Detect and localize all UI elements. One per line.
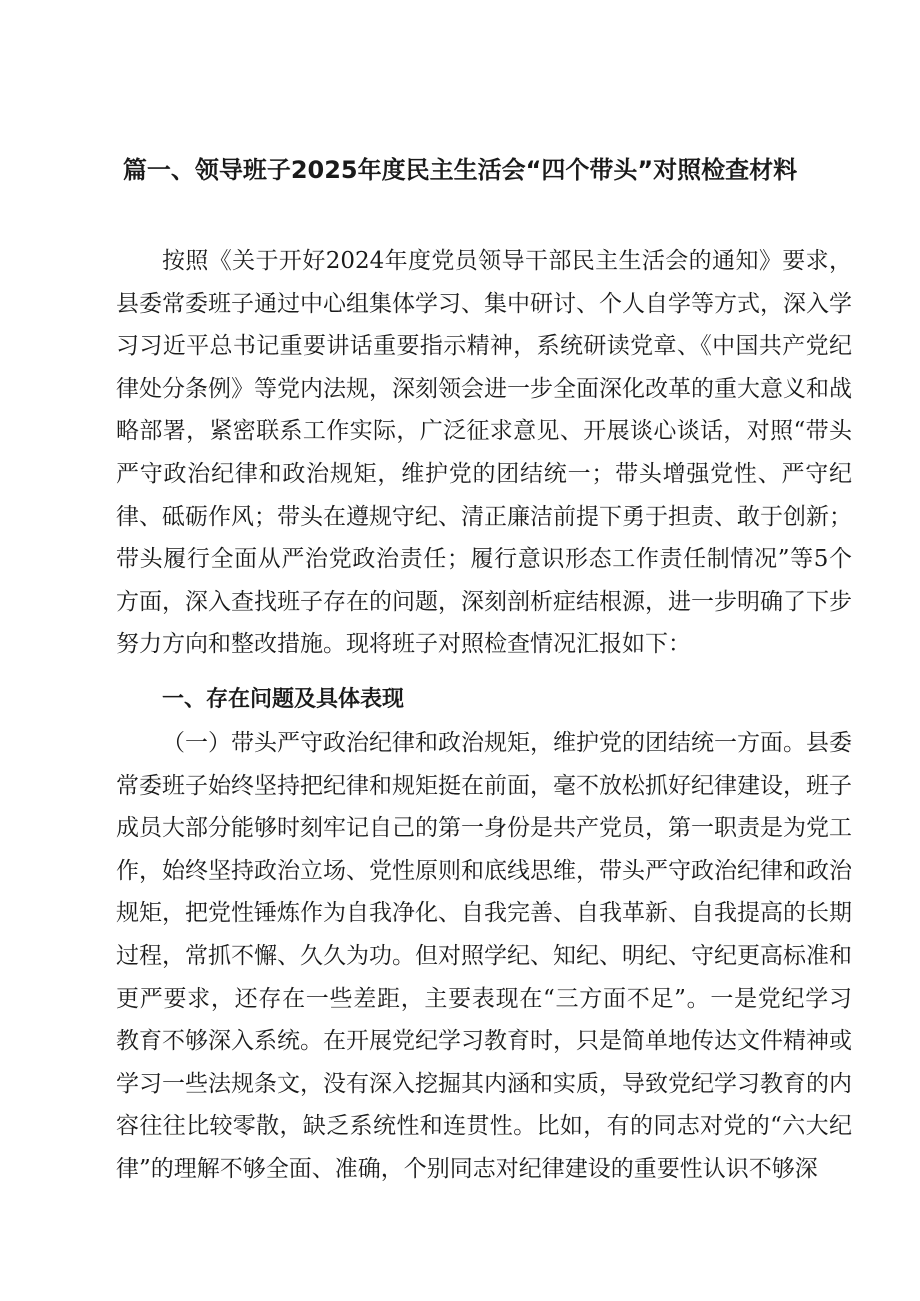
section-heading: 一、存在问题及具体表现 <box>162 687 405 712</box>
intro-paragraph: 按照《关于开好2024年度党员领导干部民主生活会的通知》要求，县委常委班子通过中心组集体学习、集中研讨、个人自学等方式，深入学习习近平总书记重要讲话重要指示精神，系统研读党章、《中国共产党纪律处分条例》等党内法规，深刻领会进一步全面深化改革的重大意义和战略部署，紧密联系工作实际，广泛征求意见、开展谈心谈话，对照“带头严守政治纪律和政治规矩，维护党的团结统一；带头增强党性、严守纪律、砥砺作风；带头在遵规守纪、清正廉洁前提下勇于担责、敢于创新；带头履行全面从严治党政治责任；履行意识形态工作责任制情况”等5个方面，深入查找班子存在的问题，深刻剖析症结根源，进一步明确了下步努力方向和整改措施。现将班子对照检查情况汇报如下： <box>116 248 852 658</box>
document-title: 篇一、领导班子2025年度民主生活会“四个带头”对照检查材料 <box>122 156 798 184</box>
section-paragraph: （一）带头严守政治纪律和政治规矩，维护党的团结统一方面。县委常委班子始终坚持把纪律和规矩挺在前面，毫不放松抓好纪律建设，班子成员大部分能够时刻牢记自己的第一身份是共产党员，第一职责是为党工作，始终坚持政治立场、党性原则和底线思维，带头严守政治纪律和政治规矩，把党性锤炼作为自我净化、自我完善、自我革新、自我提高的长期过程，常抓不懈、久久为功。但对照学纪、知纪、明纪、守纪更高标准和更严要求，还存在一些差距，主要表现在“三方面不足”。一是党纪学习教育不够深入系统。在开展党纪学习教育时，只是简单地传达文件精神或学习一些法规条文，没有深入挖掘其内涵和实质，导致党纪学习教育的内容往往比较零散，缺乏系统性和连贯性。比如，有的同志对党的“六大纪律”的理解不够全面、准确，个别同志对纪律建设的重要性认识不够深 <box>116 730 852 1182</box>
